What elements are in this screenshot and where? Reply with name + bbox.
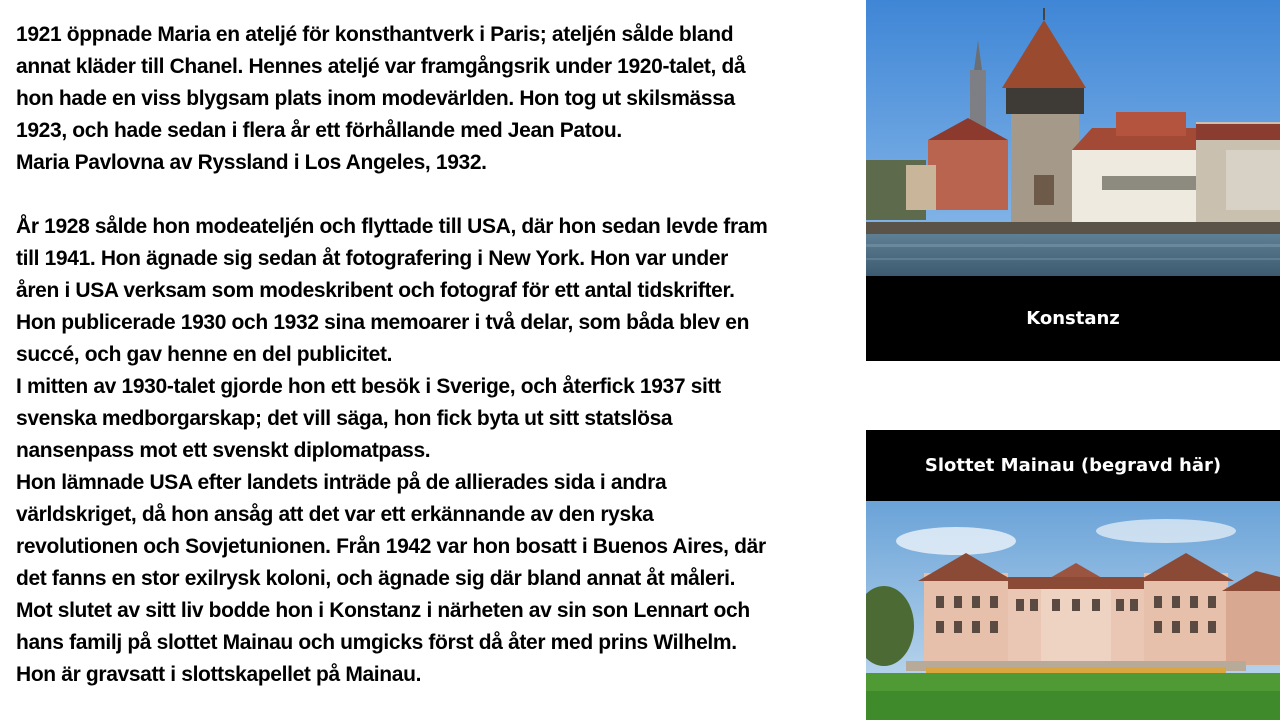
text-line: världskriget, då hon ansåg att det var ett erkännande av den ryska bbox=[16, 503, 654, 526]
text-line: 1923, och hade sedan i flera år ett förhållande med Jean Patou. bbox=[16, 119, 622, 142]
konstanz-caption: Konstanz bbox=[866, 276, 1280, 361]
text-line: succé, och gav henne en del publicitet. bbox=[16, 343, 393, 366]
text-line: År 1928 sålde hon modeateljén och flyttade till USA, där hon sedan levde fram bbox=[16, 215, 768, 238]
text-line: till 1941. Hon ägnade sig sedan åt fotografering i New York. Hon var under bbox=[16, 247, 728, 270]
text-line: hans familj på slottet Mainau och umgicks först då åter med prins Wilhelm. bbox=[16, 631, 737, 654]
text-line: Maria Pavlovna av Ryssland i Los Angeles, 1932. bbox=[16, 151, 487, 174]
konstanz-photo bbox=[866, 0, 1280, 276]
body-text bbox=[16, 19, 846, 691]
text-line: nansenpass mot ett svenskt diplomatpass. bbox=[16, 439, 431, 462]
text-line: Hon lämnade USA efter landets inträde på de allierades sida i andra bbox=[16, 471, 667, 494]
text-line: 1921 öppnade Maria en ateljé för konsthantverk i Paris; ateljén sålde bland bbox=[16, 23, 734, 46]
paragraph-gap bbox=[16, 179, 846, 211]
text-line: hon hade en viss blygsam plats inom modevärlden. Hon tog ut skilsmässa bbox=[16, 87, 735, 110]
mainau-caption: Slottet Mainau (begravd här) bbox=[866, 430, 1280, 501]
text-line: Hon är gravsatt i slottskapellet på Mainau. bbox=[16, 663, 422, 686]
text-line: det fanns en stor exilrysk koloni, och ägnade sig där bland annat åt måleri. bbox=[16, 567, 736, 590]
text-line: åren i USA verksam som modeskribent och fotograf för ett antal tidskrifter. bbox=[16, 279, 735, 302]
mainau-photo bbox=[866, 501, 1280, 720]
text-line: Mot slutet av sitt liv bodde hon i Konstanz i närheten av sin son Lennart och bbox=[16, 599, 750, 622]
text-line: Hon publicerade 1930 och 1932 sina memoarer i två delar, som båda blev en bbox=[16, 311, 750, 334]
text-line: revolutionen och Sovjetunionen. Från 1942 var hon bosatt i Buenos Aires, där bbox=[16, 535, 766, 558]
text-line: svenska medborgarskap; det vill säga, hon fick byta ut sitt statslösa bbox=[16, 407, 673, 430]
text-line: annat kläder till Chanel. Hennes ateljé var framgångsrik under 1920-talet, då bbox=[16, 55, 746, 78]
text-line: I mitten av 1930-talet gjorde hon ett besök i Sverige, och återfick 1937 sitt bbox=[16, 375, 721, 398]
